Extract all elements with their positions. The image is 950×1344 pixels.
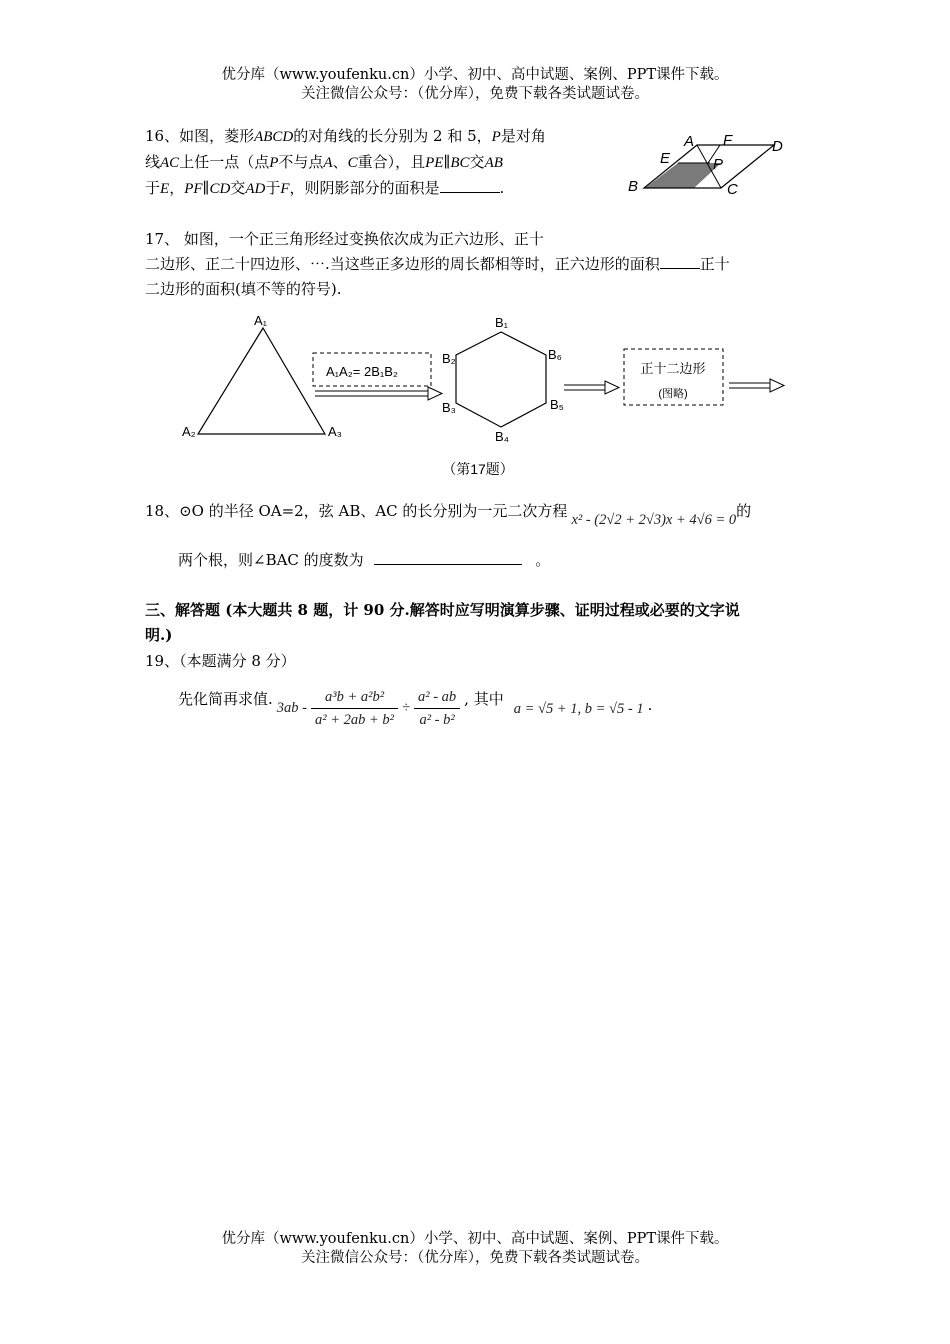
q16-text: 重合），且	[357, 153, 426, 171]
q18-text: 18、⊙O 的半径 OA=2，弦 AB、AC 的长分别为一元二次方程	[145, 502, 568, 520]
q17-dodecagon-title: 正十二边形	[640, 361, 706, 376]
q19-fraction-2-denominator: a² - b²	[419, 712, 455, 728]
q19-divide-sign: ÷	[402, 700, 410, 716]
q18-equation: x² - (2√2 + 2√3)x + 4√6 = 0	[571, 512, 737, 528]
q16-text: 交	[230, 179, 246, 197]
q17-text: 二边形、正二十四边形、⋯.当这些正多边形的周长都相等时，正六边形的面积	[145, 255, 660, 273]
q17-caption: （第17题）	[442, 461, 514, 477]
q17-arrow-1-head	[428, 387, 442, 400]
q16-var: A	[323, 155, 333, 171]
q16-label-p: P	[713, 156, 724, 173]
q17-label-a3: A₃	[328, 424, 342, 439]
q17-figure	[170, 308, 800, 488]
q17-label-b1: B₁	[495, 315, 509, 330]
q17-label-b5: B₅	[550, 397, 564, 412]
q16-var: F	[280, 181, 290, 197]
q16-text: 的对角线的长分别为 2 和 5，	[293, 127, 492, 145]
q17-line-3: 二边形的面积(填不等的符号).	[145, 280, 342, 298]
q16-line-3	[145, 177, 504, 200]
q19-intro: 先化简再求值.	[178, 690, 273, 708]
q16-var: E	[160, 181, 170, 197]
q17-hexagon	[456, 332, 546, 427]
q17-answer-blank[interactable]	[660, 253, 700, 269]
q16-text: 是对角	[500, 127, 546, 145]
q16-var: CD	[209, 181, 231, 197]
q16-text: 不与点	[278, 153, 324, 171]
section3-line-1: 三、解答题 (本大题共 8 题，计 90 分.解答时应写明演算步骤、证明过程或必要的文字说	[145, 601, 740, 619]
q18-text: 。	[535, 551, 551, 569]
q17-label-b6: B₆	[548, 347, 562, 362]
footer-line-2: 关注微信公众号：（优分库），免费下载各类试题试卷。	[301, 1250, 649, 1266]
q17-text: 正十	[699, 255, 730, 273]
q16-rhombus-figure	[620, 128, 790, 198]
q16-text: 上任一点（点	[179, 153, 270, 171]
q17-relation-text: A₁A₂= 2B₁B₂	[326, 364, 398, 379]
q17-line-1: 17、 如图，一个正三角形经过变换依次成为正六边形、正十	[145, 230, 544, 248]
q16-var: ∥	[443, 155, 451, 171]
q18-answer-blank[interactable]	[374, 549, 522, 565]
q16-var: AC	[160, 155, 180, 171]
section3-line-2: 明.)	[145, 626, 173, 644]
q17-label-a2: A₂	[182, 424, 196, 439]
q16-text: ，则阴影部分的面积是	[289, 179, 440, 197]
q16-answer-blank[interactable]	[440, 177, 500, 193]
q16-label-e: E	[660, 150, 671, 167]
footer-line-1: 优分库（www.youfenku.cn）小学、初中、高中试题、案例、PPT课件下载。	[221, 1231, 729, 1247]
q17-arrow-3-head	[770, 379, 784, 392]
q17-arrow-2-head	[605, 381, 619, 394]
q18-line-2	[178, 549, 550, 571]
q16-var: P	[269, 155, 279, 171]
q16-var: BC	[450, 155, 470, 171]
q16-line-1	[145, 125, 546, 148]
q19-fraction-1-numerator: a³b + a²b²	[311, 686, 398, 709]
q17-label-b3: B₃	[442, 400, 456, 415]
q16-label-a: A	[684, 133, 695, 150]
q19-problem	[178, 686, 652, 731]
q17-triangle	[198, 328, 325, 434]
q16-text: 16、如图，菱形	[145, 127, 255, 145]
q18-text: 两个根，则∠BAC 的度数为	[178, 551, 364, 569]
q19-fraction-2-numerator: a² - ab	[414, 686, 460, 709]
q16-text: .	[499, 179, 505, 197]
q16-label-f: F	[723, 132, 733, 149]
q16-text: 于	[265, 179, 281, 197]
header-line-2: 关注微信公众号：（优分库），免费下载各类试题试卷。	[301, 86, 649, 102]
q16-label-d: D	[772, 138, 783, 155]
q19-title: 19、（本题满分 8 分）	[145, 652, 296, 670]
q19-fraction-2	[414, 686, 460, 731]
q19-expr-lead: 3ab -	[276, 700, 307, 716]
q16-var: AB	[484, 155, 503, 171]
q16-var: C	[347, 155, 358, 171]
q19-fraction-1	[311, 686, 398, 731]
q16-text: 交	[469, 153, 485, 171]
q16-text: 线	[145, 153, 161, 171]
q16-text: ，	[169, 179, 185, 197]
q16-line-2	[145, 151, 503, 174]
q16-text: 于	[145, 179, 161, 197]
q16-var: ∥	[202, 181, 210, 197]
q16-var: PF	[184, 181, 203, 197]
q19-mid-text: , 其中	[464, 690, 504, 708]
q17-line-2	[145, 253, 730, 275]
q18-text: 的	[736, 502, 752, 520]
q16-var: PE	[425, 155, 444, 171]
q16-label-b: B	[628, 178, 639, 195]
q17-label-b4: B₄	[495, 429, 509, 444]
q18-line-1	[145, 500, 752, 528]
q16-var: P	[491, 129, 501, 145]
q17-label-b2: B₂	[442, 351, 456, 366]
q17-dodecagon-sub: (图略)	[658, 388, 688, 400]
q16-var: ABCD	[254, 129, 294, 145]
header-line-1: 优分库（www.youfenku.cn）小学、初中、高中试题、案例、PPT课件下载。	[221, 67, 729, 83]
q16-text: 、	[332, 153, 348, 171]
q17-label-a1: A₁	[254, 313, 268, 328]
q19-values: a = √5 + 1, b = √5 - 1	[513, 701, 644, 717]
q16-var: AD	[245, 181, 266, 197]
q19-fraction-1-denominator: a² + 2ab + b²	[315, 712, 395, 728]
q16-label-c: C	[727, 181, 738, 198]
q19-end: .	[647, 695, 653, 714]
